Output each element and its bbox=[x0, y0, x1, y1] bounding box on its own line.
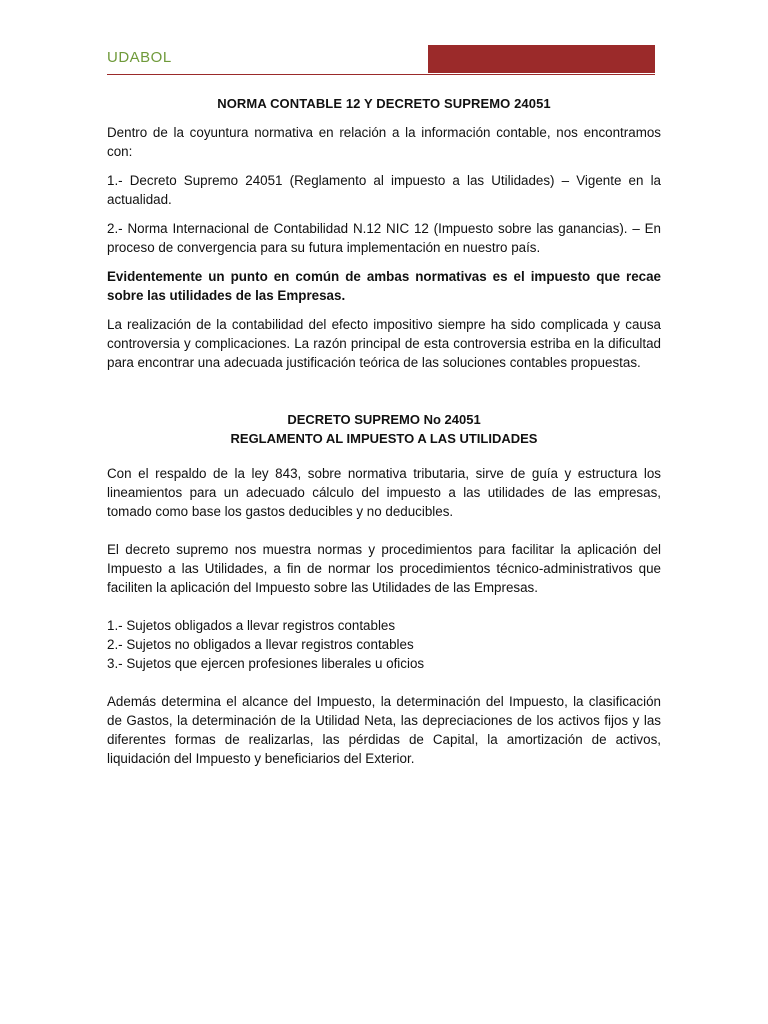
paragraph-alcance: Además determina el alcance del Impuesto, la determinación del Impuesto, la clasificación de Gastos, la determinación de la Utilidad Neta, las depreciaciones de los activos fijos y las diferentes formas de realizarlas, las pérdidas de Capital, la amortización de activos, liquidación del Impuesto y beneficiarios del Exterior. bbox=[107, 694, 661, 766]
doc-title: NORMA CONTABLE 12 Y DECRETO SUPREMO 24051 bbox=[217, 96, 551, 111]
list-item: 1.- Sujetos obligados a llevar registros contables bbox=[107, 618, 396, 633]
section-title-line2: REGLAMENTO AL IMPUESTO A LAS UTILIDADES bbox=[230, 431, 538, 446]
header-accent-bar bbox=[428, 45, 655, 73]
paragraph-item-1: 1.- Decreto Supremo 24051 (Reglamento al impuesto a las Utilidades) – Vigente en la actualidad. bbox=[107, 173, 661, 207]
list-item: 2.- Sujetos no obligados a llevar registros contables bbox=[107, 637, 414, 652]
paragraph-decreto: El decreto supremo nos muestra normas y procedimientos para facilitar la aplicación del Impuesto a las Utilidades, a fin de normar los procedimientos técnico-administrativos que faciliten la aplicación del Impuesto sobre las Utilidades de las Empresas. bbox=[107, 542, 661, 595]
header-rule bbox=[107, 74, 655, 75]
list-item: 3.- Sujetos que ejercen profesiones liberales u oficios bbox=[107, 656, 425, 671]
section-title-line1: DECRETO SUPREMO No 24051 bbox=[287, 412, 481, 427]
header-brand: UDABOL bbox=[107, 49, 172, 66]
paragraph-intro: Dentro de la coyuntura normativa en relación a la información contable, nos encontramos con: bbox=[107, 125, 661, 159]
paragraph-bold-statement: Evidentemente un punto en común de ambas normativas es el impuesto que recae sobre las utilidades de las Empresas. bbox=[107, 269, 661, 303]
document-body bbox=[107, 90, 661, 768]
paragraph-ley-843: Con el respaldo de la ley 843, sobre normativa tributaria, sirve de guía y estructura los lineamientos para un adecuado cálculo del impuesto a las utilidades de las empresas, tomado como base los gastos deducibles y no deducibles. bbox=[107, 466, 661, 519]
paragraph-item-2: 2.- Norma Internacional de Contabilidad N.12 NIC 12 (Impuesto sobre las ganancias). – En proceso de convergencia para su futura implementación en nuestro país. bbox=[107, 221, 661, 255]
paragraph-effect: La realización de la contabilidad del efecto impositivo siempre ha sido complicada y causa controversia y complicaciones. La razón principal de esta controversia estriba en la dificultad para encontrar una adecuada justificación teórica de las soluciones contables propuestas. bbox=[107, 317, 661, 370]
subjects-list bbox=[107, 616, 661, 673]
